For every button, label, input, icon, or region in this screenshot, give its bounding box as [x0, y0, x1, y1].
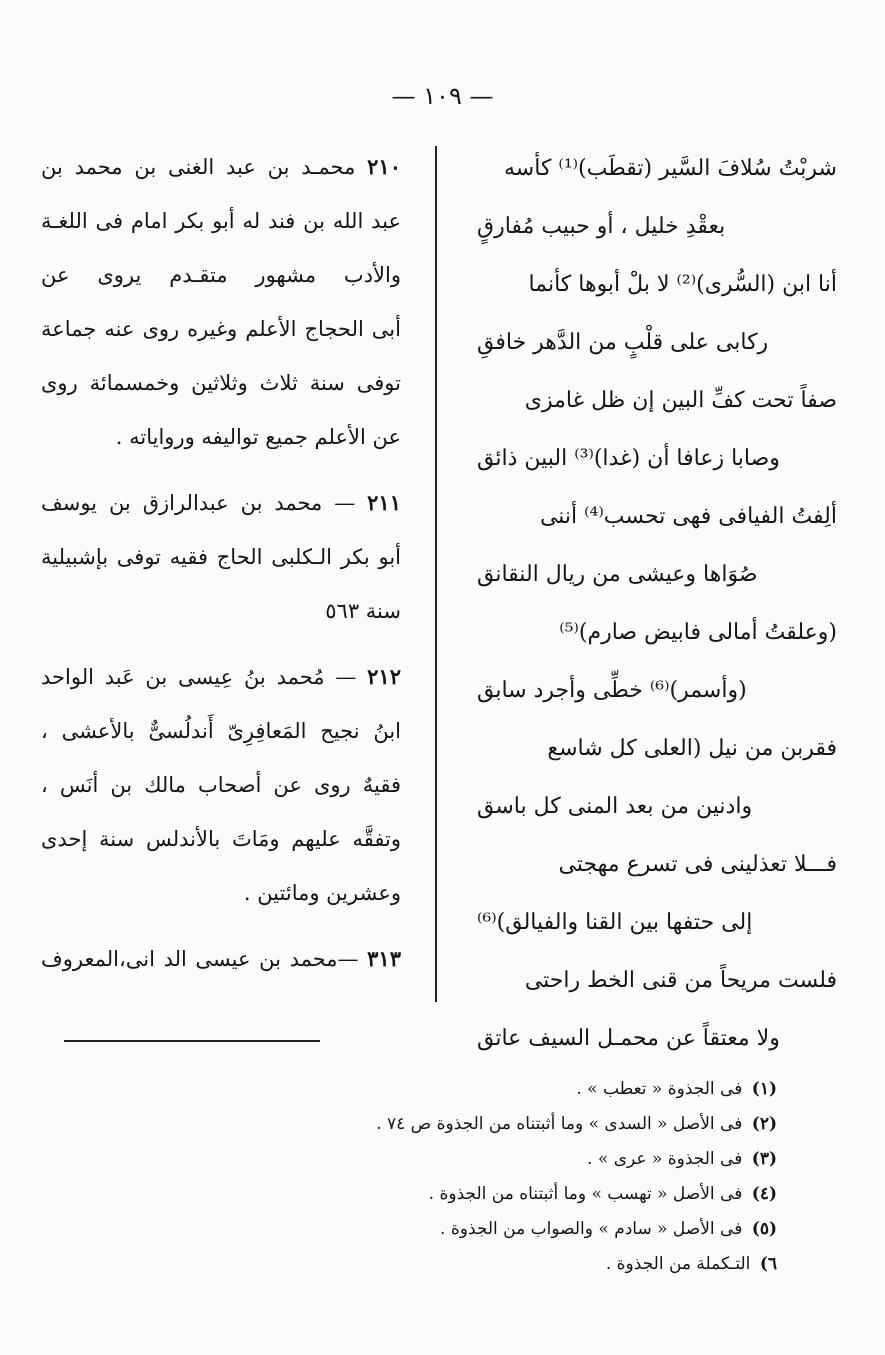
- entry-line: عبد الله بن فند له أبو بكر امام فى اللغـة: [41, 209, 401, 233]
- entry-number: ٢١٢: [367, 664, 401, 689]
- entry-line: أبى الحجاج الأعلم وغيره روى عنه جماعة: [41, 317, 401, 341]
- entry-text: —محمد بن عيسى الد انى،المعروف: [41, 947, 359, 971]
- footnote-number: (١): [751, 1079, 777, 1099]
- entry-number: ٢١٠: [367, 154, 401, 179]
- verse-8-hemistich-1: فلست مريحاً من قنى الخط راحتى: [524, 968, 837, 993]
- verse-3-hemistich-1: صفاً تحت كفِّ البين إن ظل غامزى: [524, 388, 837, 413]
- entry-text: — مُحمد بنُ عِيسى بن عَبد الواحد: [41, 665, 357, 689]
- verse-7-hemistich-2: إلى حتفها بين القنا والفيالق)⁽⁶⁾: [477, 910, 753, 935]
- column-divider: [435, 146, 437, 1002]
- bio-entry-211: [41, 476, 401, 638]
- footnote-5: [77, 1212, 777, 1247]
- footnote-number: (٢): [751, 1114, 777, 1134]
- verse-4-hemistich-1: ألِفتُ الفيافى فهى تحسب⁽⁴⁾ أننى: [539, 504, 837, 529]
- verse-6-hemistich-1: فقربن من نيل (العلى كل شاسع: [547, 736, 837, 761]
- entry-text: — محمد بن عبدالرازق بن يوسف: [41, 491, 356, 515]
- footnote-number: ٦): [759, 1254, 777, 1274]
- footnote-1: [77, 1072, 777, 1107]
- entry-line: سنة ٥٦٣: [325, 599, 401, 623]
- verse-1-hemistich-2: بعقْدِ خليل ، أو حبيب مُفارقٍ: [477, 214, 726, 239]
- footnote-number: (٥): [751, 1219, 777, 1239]
- verse-6-hemistich-2: وادنين من بعد المنى كل باسق: [477, 794, 753, 819]
- entry-line: [41, 650, 401, 704]
- poem-column: [459, 140, 837, 1068]
- entry-line: والأدب مشهور متقـدم يروى عن: [41, 263, 401, 287]
- bio-entry-210: [41, 140, 401, 464]
- verse-5-hemistich-2: (وأسمر)⁽⁶⁾ خطِّى وأجرد سابق: [477, 678, 747, 703]
- footnote-6: [77, 1247, 777, 1282]
- footnote-text: فى الأصل « سادم » والصواب من الجذوة .: [440, 1219, 743, 1239]
- bio-entry-313: [41, 932, 401, 986]
- bio-entry-212: [41, 650, 401, 920]
- verse-3-hemistich-2: وصابا زعافا أن (غدا)⁽³⁾ البين ذائق: [477, 446, 780, 471]
- verse-4-hemistich-2: صُوَاها وعيشى من ريال النقانق: [477, 562, 758, 587]
- footnotes: [77, 1072, 777, 1282]
- entry-number: ٣١٣: [367, 946, 401, 971]
- footnote-3: [77, 1142, 777, 1177]
- entry-line: [41, 932, 401, 986]
- verse-8-hemistich-2: ولا معتقاً عن محمـل السيف عاتق: [477, 1026, 780, 1051]
- footnote-4: [77, 1177, 777, 1212]
- entry-line: عن الأعلم جميع تواليفه وروایاته .: [115, 425, 401, 449]
- entry-line: ابنُ نجيح المَعافِرِىّ أَندلُسىٌّ بالأعشى ،: [41, 719, 401, 743]
- footnote-text: فى الأصل « تهسب » وما أثبتناه من الجذوة .: [428, 1184, 743, 1204]
- entry-number: ٢١١: [367, 490, 401, 515]
- footnote-number: (٣): [751, 1149, 777, 1169]
- entry-line: وعشرين ومائتين .: [243, 881, 401, 905]
- verse-2-hemistich-1: أنا ابن (السُّرى)⁽²⁾ لا بلْ أبوها كأنما: [528, 272, 837, 297]
- entry-text: محمـد بن عبد الغنى بن محمد بن: [41, 155, 356, 179]
- entry-line: فقيهٌ روى عن أصحاب مالك بن أنَس ،: [41, 773, 401, 797]
- entry-line: [41, 140, 401, 194]
- footnote-text: فى الأصل « السدى » وما أثبتناه من الجذوة ص ٧٤ .: [376, 1114, 743, 1134]
- footnote-text: فى الجذوة « تعطب » .: [576, 1079, 743, 1099]
- verse-7-hemistich-1: فـــلا تعذلينى فى تسرع مهجتى: [558, 852, 837, 877]
- footnote-separator: [64, 1040, 320, 1042]
- entry-line: أبو بكر الـكلبى الحاج فقيه توفى بإشبيلية: [41, 545, 401, 569]
- verse-1-hemistich-1: شربْتُ سُلافَ السَّير (تقطَب)⁽¹⁾ كأسه: [504, 156, 837, 181]
- page-number: — ١٠٩ —: [391, 82, 494, 110]
- entry-line: [41, 476, 401, 530]
- entry-line: توفى سنة ثلاث وثلاثين وخمسمائة روى: [41, 371, 401, 395]
- entry-line: وتفقَّه عليهم ومَاتَ بالأندلس سنة إحدى: [41, 827, 401, 851]
- verse-2-hemistich-2: ركابى على قلْبٍ من الدَّهر خافقِ: [477, 330, 769, 355]
- footnote-number: (٤): [751, 1184, 777, 1204]
- footnote-2: [77, 1107, 777, 1142]
- verse-5-hemistich-1: (وعلقتُ أمالى فابيض صارم)⁽⁵⁾: [559, 620, 837, 645]
- footnote-text: التـكملة من الجذوة .: [605, 1254, 751, 1274]
- footnote-text: فى الجذوة « عرى » .: [587, 1149, 743, 1169]
- biography-column: [41, 140, 401, 998]
